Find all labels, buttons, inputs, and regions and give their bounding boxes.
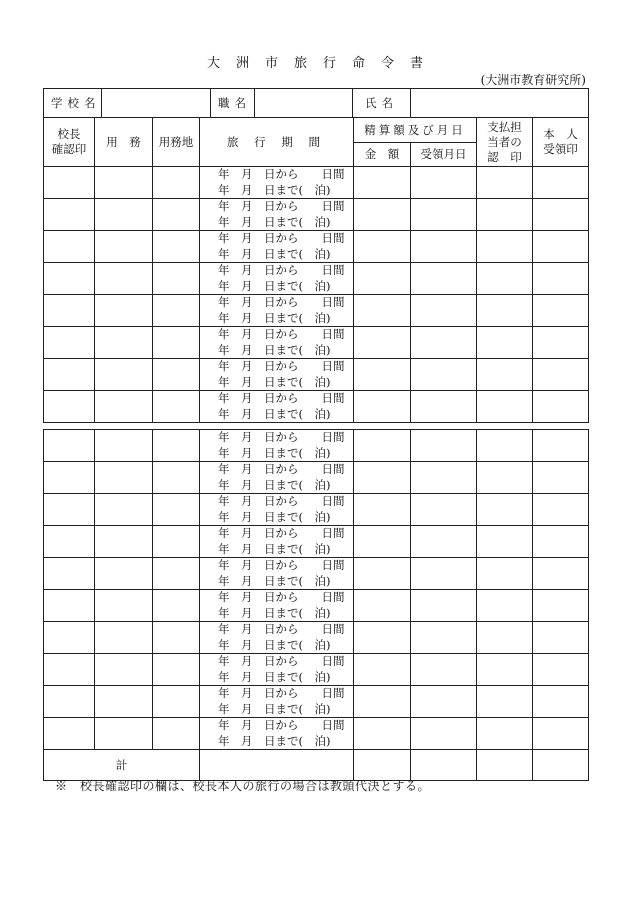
- principal-seal-cell[interactable]: [44, 590, 95, 622]
- period-line-to: 年 月 日まで( 泊): [218, 406, 331, 421]
- total-label: 計: [44, 750, 200, 781]
- info-table: [43, 88, 589, 118]
- period-line-from: 年 月 日から 日間: [218, 167, 345, 181]
- period-cell[interactable]: [200, 718, 354, 750]
- person-seal-cell[interactable]: [533, 686, 589, 718]
- period-line-to: 年 月 日まで( 泊): [218, 374, 331, 389]
- total-payer-cell[interactable]: [477, 750, 533, 781]
- business-place-cell[interactable]: [153, 622, 200, 654]
- business-place-cell[interactable]: [153, 654, 200, 686]
- principal-seal-cell[interactable]: [44, 263, 95, 295]
- business-place-cell[interactable]: [153, 558, 200, 590]
- total-amount-cell[interactable]: [354, 750, 411, 781]
- payer-seal-cell[interactable]: [477, 199, 533, 231]
- payer-seal-cell[interactable]: [477, 327, 533, 359]
- principal-seal-cell[interactable]: [44, 391, 95, 423]
- period-line-to: 年 月 日まで( 泊): [218, 477, 331, 492]
- person-seal-cell[interactable]: [533, 590, 589, 622]
- period-cell[interactable]: [200, 622, 354, 654]
- received-date-cell[interactable]: [411, 622, 477, 654]
- received-date-cell[interactable]: [411, 526, 477, 558]
- footnote: ※ 校長確認印の欄は、校長本人の旅行の場合は教頭代決とする。: [55, 779, 431, 793]
- business-place-header: 用務地: [153, 118, 200, 167]
- principal-seal-cell[interactable]: [44, 327, 95, 359]
- total-date-cell[interactable]: [411, 750, 477, 781]
- amount-cell[interactable]: [354, 167, 411, 199]
- payer-seal-cell[interactable]: [477, 622, 533, 654]
- principal-seal-cell[interactable]: [44, 295, 95, 327]
- amount-cell[interactable]: [354, 327, 411, 359]
- period-line-from: 年 月 日から 日間: [218, 590, 345, 604]
- business-cell[interactable]: [95, 430, 153, 462]
- table-row: [44, 558, 589, 590]
- person-seal-cell[interactable]: [533, 718, 589, 750]
- principal-seal-header: 校長 確認印: [44, 118, 95, 167]
- business-place-cell[interactable]: [153, 686, 200, 718]
- school-field[interactable]: [102, 89, 211, 118]
- received-date-cell[interactable]: [411, 494, 477, 526]
- travel-period-header: 旅 行 期 間: [200, 118, 354, 167]
- business-place-cell[interactable]: [153, 462, 200, 494]
- business-cell[interactable]: [95, 654, 153, 686]
- received-date-cell[interactable]: [411, 359, 477, 391]
- table-row: [44, 590, 589, 622]
- business-header: 用 務: [95, 118, 153, 167]
- period-cell[interactable]: [200, 462, 354, 494]
- amount-cell[interactable]: [354, 686, 411, 718]
- period-line-to: 年 月 日まで( 泊): [218, 701, 331, 716]
- table-row: [44, 263, 589, 295]
- position-label: 職名: [211, 89, 255, 118]
- business-place-cell[interactable]: [153, 295, 200, 327]
- table-row: [44, 462, 589, 494]
- payer-seal-cell[interactable]: [477, 558, 533, 590]
- principal-seal-cell[interactable]: [44, 494, 95, 526]
- business-cell[interactable]: [95, 263, 153, 295]
- principal-seal-cell[interactable]: [44, 526, 95, 558]
- period-cell[interactable]: [200, 327, 354, 359]
- business-place-cell[interactable]: [153, 430, 200, 462]
- payer-seal-cell[interactable]: [477, 359, 533, 391]
- amount-cell[interactable]: [354, 231, 411, 263]
- period-line-from: 年 月 日から 日間: [218, 199, 345, 213]
- amount-cell[interactable]: [354, 430, 411, 462]
- table-row: [44, 718, 589, 750]
- payer-seal-cell[interactable]: [477, 686, 533, 718]
- table-row: [44, 295, 589, 327]
- principal-seal-cell[interactable]: [44, 558, 95, 590]
- business-cell[interactable]: [95, 558, 153, 590]
- payer-seal-cell[interactable]: [477, 654, 533, 686]
- amount-cell[interactable]: [354, 391, 411, 423]
- period-line-from: 年 月 日から 日間: [218, 430, 345, 444]
- table-row: [44, 391, 589, 423]
- person-seal-cell[interactable]: [533, 430, 589, 462]
- business-cell[interactable]: [95, 494, 153, 526]
- received-date-cell[interactable]: [411, 167, 477, 199]
- amount-cell[interactable]: [354, 494, 411, 526]
- business-cell[interactable]: [95, 391, 153, 423]
- received-date-cell[interactable]: [411, 558, 477, 590]
- business-place-cell[interactable]: [153, 526, 200, 558]
- person-seal-cell[interactable]: [533, 558, 589, 590]
- table-row: [44, 327, 589, 359]
- period-line-from: 年 月 日から 日間: [218, 526, 345, 540]
- person-seal-cell[interactable]: [533, 359, 589, 391]
- table-row: [44, 199, 589, 231]
- amount-cell[interactable]: [354, 199, 411, 231]
- received-date-cell[interactable]: [411, 654, 477, 686]
- document-title: 大洲市旅行命令書: [206, 56, 439, 71]
- amount-cell[interactable]: [354, 462, 411, 494]
- business-place-cell[interactable]: [153, 199, 200, 231]
- received-date-cell[interactable]: [411, 590, 477, 622]
- received-date-cell[interactable]: [411, 263, 477, 295]
- table-row: [44, 430, 589, 462]
- business-place-cell[interactable]: [153, 167, 200, 199]
- payer-seal-cell[interactable]: [477, 167, 533, 199]
- period-line-to: 年 月 日まで( 泊): [218, 246, 331, 261]
- person-seal-cell[interactable]: [533, 199, 589, 231]
- period-cell[interactable]: [200, 359, 354, 391]
- period-cell[interactable]: [200, 654, 354, 686]
- table-row: [44, 526, 589, 558]
- person-seal-cell[interactable]: [533, 622, 589, 654]
- period-line-from: 年 月 日から 日間: [218, 622, 345, 636]
- table-row: [44, 494, 589, 526]
- period-cell[interactable]: [200, 263, 354, 295]
- total-person-cell[interactable]: [533, 750, 589, 781]
- amount-cell[interactable]: [354, 718, 411, 750]
- amount-cell[interactable]: [354, 263, 411, 295]
- period-line-to: 年 月 日まで( 泊): [218, 637, 331, 652]
- person-seal-cell[interactable]: [533, 526, 589, 558]
- period-line-to: 年 月 日まで( 泊): [218, 182, 331, 197]
- principal-seal-cell[interactable]: [44, 167, 95, 199]
- period-line-from: 年 月 日から 日間: [218, 359, 345, 373]
- business-place-cell[interactable]: [153, 494, 200, 526]
- amount-cell[interactable]: [354, 558, 411, 590]
- principal-seal-cell[interactable]: [44, 622, 95, 654]
- principal-seal-cell[interactable]: [44, 359, 95, 391]
- period-line-to: 年 月 日まで( 泊): [218, 310, 331, 325]
- amount-cell[interactable]: [354, 526, 411, 558]
- position-field[interactable]: [255, 89, 353, 118]
- person-seal-cell[interactable]: [533, 654, 589, 686]
- amount-cell[interactable]: [354, 295, 411, 327]
- received-date-cell[interactable]: [411, 295, 477, 327]
- period-line-to: 年 月 日まで( 泊): [218, 605, 331, 620]
- received-date-header: 受領月日: [411, 143, 477, 167]
- person-seal-cell[interactable]: [533, 167, 589, 199]
- period-line-to: 年 月 日まで( 泊): [218, 445, 331, 460]
- payer-seal-cell[interactable]: [477, 462, 533, 494]
- business-place-cell[interactable]: [153, 327, 200, 359]
- payer-seal-cell[interactable]: [477, 430, 533, 462]
- period-line-to: 年 月 日まで( 泊): [218, 669, 331, 684]
- business-place-cell[interactable]: [153, 359, 200, 391]
- business-cell[interactable]: [95, 686, 153, 718]
- period-line-from: 年 月 日から 日間: [218, 558, 345, 572]
- name-field[interactable]: [411, 89, 589, 118]
- business-cell[interactable]: [95, 590, 153, 622]
- payer-seal-cell[interactable]: [477, 295, 533, 327]
- business-cell[interactable]: [95, 526, 153, 558]
- business-cell[interactable]: [95, 327, 153, 359]
- period-cell[interactable]: [200, 430, 354, 462]
- business-cell[interactable]: [95, 359, 153, 391]
- person-seal-cell[interactable]: [533, 231, 589, 263]
- period-line-from: 年 月 日から 日間: [218, 327, 345, 341]
- received-date-cell[interactable]: [411, 462, 477, 494]
- received-date-cell[interactable]: [411, 391, 477, 423]
- person-seal-cell[interactable]: [533, 295, 589, 327]
- received-date-cell[interactable]: [411, 231, 477, 263]
- amount-header: 金 額: [354, 143, 411, 167]
- business-place-cell[interactable]: [153, 718, 200, 750]
- person-seal-cell[interactable]: [533, 462, 589, 494]
- table-row: [44, 231, 589, 263]
- period-line-from: 年 月 日から 日間: [218, 718, 345, 732]
- payer-seal-cell[interactable]: [477, 391, 533, 423]
- received-date-cell[interactable]: [411, 199, 477, 231]
- period-cell[interactable]: [200, 231, 354, 263]
- travel-table-1: [43, 117, 589, 423]
- principal-seal-cell[interactable]: [44, 231, 95, 263]
- period-line-from: 年 月 日から 日間: [218, 686, 345, 700]
- period-cell[interactable]: [200, 167, 354, 199]
- business-cell[interactable]: [95, 199, 153, 231]
- table-row: [44, 622, 589, 654]
- period-cell[interactable]: [200, 494, 354, 526]
- received-date-cell[interactable]: [411, 686, 477, 718]
- period-line-from: 年 月 日から 日間: [218, 231, 345, 245]
- table-row: [44, 654, 589, 686]
- business-cell[interactable]: [95, 622, 153, 654]
- amount-cell[interactable]: [354, 654, 411, 686]
- period-cell[interactable]: [200, 590, 354, 622]
- table-row: [44, 167, 589, 199]
- payer-seal-header: 支払担 当者の 認 印: [477, 118, 533, 167]
- person-seal-cell[interactable]: [533, 263, 589, 295]
- business-place-cell[interactable]: [153, 231, 200, 263]
- period-cell[interactable]: [200, 391, 354, 423]
- business-cell[interactable]: [95, 295, 153, 327]
- source-label: (大洲市教育研究所): [480, 73, 586, 87]
- received-date-cell[interactable]: [411, 718, 477, 750]
- payer-seal-cell[interactable]: [477, 718, 533, 750]
- business-cell[interactable]: [95, 718, 153, 750]
- principal-seal-cell[interactable]: [44, 718, 95, 750]
- payer-seal-cell[interactable]: [477, 590, 533, 622]
- name-label: 氏名: [353, 89, 411, 118]
- period-line-from: 年 月 日から 日間: [218, 295, 345, 309]
- amount-cell[interactable]: [354, 590, 411, 622]
- business-cell[interactable]: [95, 231, 153, 263]
- principal-seal-cell[interactable]: [44, 654, 95, 686]
- period-cell[interactable]: [200, 558, 354, 590]
- period-line-from: 年 月 日から 日間: [218, 654, 345, 668]
- period-cell[interactable]: [200, 295, 354, 327]
- business-cell[interactable]: [95, 167, 153, 199]
- principal-seal-cell[interactable]: [44, 686, 95, 718]
- period-line-to: 年 月 日まで( 泊): [218, 509, 331, 524]
- period-line-from: 年 月 日から 日間: [218, 263, 345, 277]
- period-line-from: 年 月 日から 日間: [218, 391, 345, 405]
- payer-seal-cell[interactable]: [477, 263, 533, 295]
- person-seal-cell[interactable]: [533, 391, 589, 423]
- period-line-to: 年 月 日まで( 泊): [218, 214, 331, 229]
- amount-cell[interactable]: [354, 359, 411, 391]
- period-line-to: 年 月 日まで( 泊): [218, 733, 331, 748]
- payer-seal-cell[interactable]: [477, 526, 533, 558]
- principal-seal-cell[interactable]: [44, 430, 95, 462]
- payer-seal-cell[interactable]: [477, 231, 533, 263]
- period-line-to: 年 月 日まで( 泊): [218, 541, 331, 556]
- period-line-from: 年 月 日から 日間: [218, 462, 345, 476]
- period-line-to: 年 月 日まで( 泊): [218, 278, 331, 293]
- settlement-header: 精算額及び月日: [354, 118, 477, 143]
- period-line-to: 年 月 日まで( 泊): [218, 342, 331, 357]
- person-seal-header: 本 人 受領印: [533, 118, 589, 167]
- received-date-cell[interactable]: [411, 430, 477, 462]
- period-cell[interactable]: [200, 526, 354, 558]
- person-seal-cell[interactable]: [533, 494, 589, 526]
- received-date-cell[interactable]: [411, 327, 477, 359]
- principal-seal-cell[interactable]: [44, 199, 95, 231]
- period-line-from: 年 月 日から 日間: [218, 494, 345, 508]
- period-line-to: 年 月 日まで( 泊): [218, 573, 331, 588]
- business-place-cell[interactable]: [153, 391, 200, 423]
- school-label: 学校名: [44, 89, 102, 118]
- amount-cell[interactable]: [354, 622, 411, 654]
- period-cell[interactable]: [200, 199, 354, 231]
- travel-rows-2: [44, 430, 589, 750]
- travel-table-2: [43, 429, 589, 781]
- business-place-cell[interactable]: [153, 590, 200, 622]
- business-place-cell[interactable]: [153, 263, 200, 295]
- principal-seal-cell[interactable]: [44, 462, 95, 494]
- payer-seal-cell[interactable]: [477, 494, 533, 526]
- period-cell[interactable]: [200, 686, 354, 718]
- travel-rows-1: [44, 167, 589, 423]
- business-cell[interactable]: [95, 462, 153, 494]
- person-seal-cell[interactable]: [533, 327, 589, 359]
- table-row: [44, 359, 589, 391]
- table-row: [44, 686, 589, 718]
- total-period-cell[interactable]: [200, 750, 354, 781]
